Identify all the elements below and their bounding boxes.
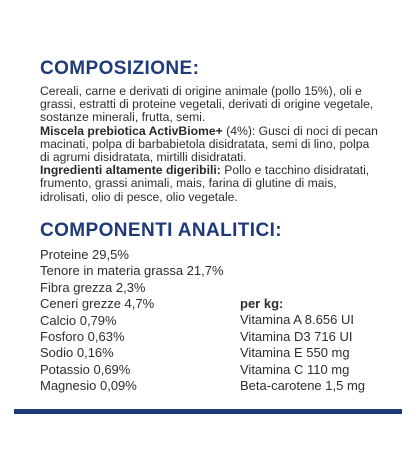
analytical-item: Proteine 29,5% — [40, 247, 129, 262]
prebiotic-blend-title: Miscela prebiotica ActivBiome+ — [40, 123, 223, 138]
analytical-left-column — [40, 247, 260, 395]
bottom-divider — [14, 409, 402, 414]
vitamin-item: Vitamina D3 716 UI — [240, 328, 353, 344]
analytical-item: Sodio 0,16% — [40, 345, 114, 361]
analytical-heading: COMPONENTI ANALITICI: — [40, 220, 283, 241]
digestible-ingredients-text: Pollo e tacchino disidratati, frumento, grassi animali, mais, farina di glutine di mais, idrolisati, olio di pesce, olio vegetale. — [40, 163, 370, 204]
vitamins-column — [240, 296, 410, 394]
analytical-item: Tenore in materia grassa 21,7% — [40, 263, 224, 279]
vitamin-item: Vitamina C 110 mg — [240, 361, 350, 377]
analytical-item: Magnesio 0,09% — [40, 378, 137, 394]
composition-ingredients: Cereali, carne e derivati di origine animale (pollo 15%), oli e grassi, estratti di proteine vegetali, derivati di origine vegetale, sostanze minerali, frutta, semi. — [40, 84, 374, 125]
per-kg-label: per kg: — [240, 296, 284, 311]
analytical-item: Fosforo 0,63% — [40, 329, 125, 345]
analytical-item: Ceneri grezze 4,7% — [40, 296, 155, 312]
vitamin-item: Vitamina A 8.656 UI — [240, 312, 354, 328]
vitamin-item: Vitamina E 550 mg — [240, 345, 350, 361]
composition-heading: COMPOSIZIONE: — [40, 58, 200, 79]
analytical-item: Calcio 0,79% — [40, 312, 117, 328]
analytical-item: Potassio 0,69% — [40, 361, 131, 377]
prebiotic-blend-text: (4%): Gusci di noci di pecan macinati, polpa di barbabietola disidratata, semi di lino, polpa di agrumi disidratata, mirtilli disidratati. — [40, 123, 378, 165]
analytical-item: Fibra grezza 2,3% — [40, 279, 146, 295]
vitamin-item: Beta-carotene 1,5 mg — [240, 378, 366, 394]
prebiotic-blend — [40, 125, 380, 165]
digestible-ingredients — [40, 164, 380, 204]
digestible-ingredients-title: Ingredienti altamente digeribili: — [40, 163, 221, 178]
composition-text — [40, 85, 380, 204]
